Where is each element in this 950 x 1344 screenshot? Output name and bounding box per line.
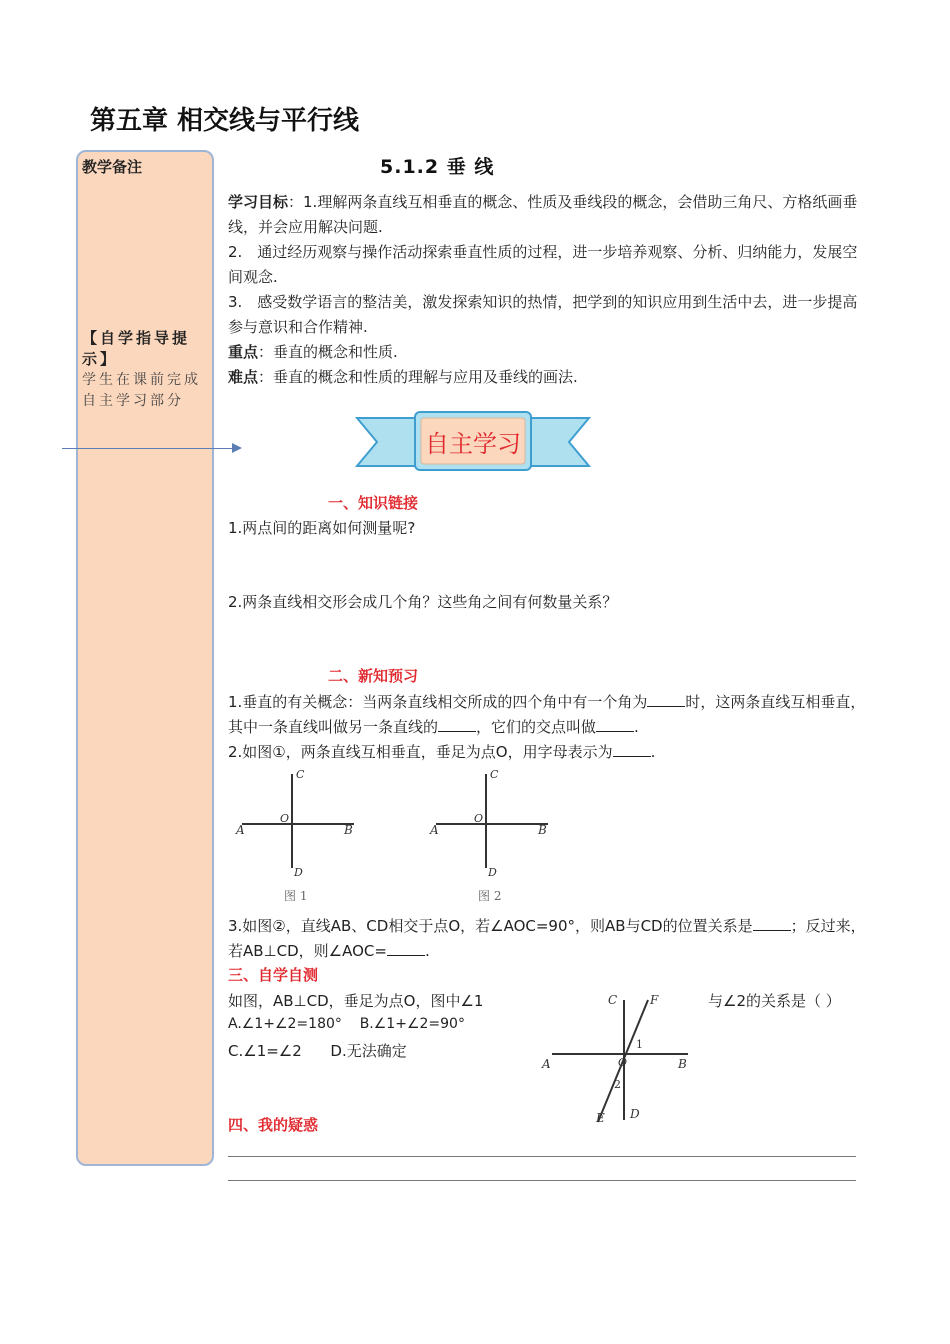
part2-q2 xyxy=(228,740,866,765)
part2-q3-text-a: 3.如图②，直线AB、CD相交于点O，若∠AOC=90°，则AB与CD的位置关系是 xyxy=(228,917,753,935)
label-c: C xyxy=(608,993,618,1007)
objective-2: 2. 通过经历观察与操作活动探索垂直性质的过程，进一步培养观察、分析、归纳能力，发展空间观念. xyxy=(228,243,858,286)
self-study-banner xyxy=(355,408,591,474)
label-b: B xyxy=(344,823,353,837)
part1-title: 一、知识链接 xyxy=(328,494,419,512)
part2-q2-text-b: . xyxy=(650,743,656,761)
figure-3 xyxy=(538,990,698,1130)
part1-q1: 1.两点间的距离如何测量呢? xyxy=(228,519,416,537)
part2-title: 二、新知预习 xyxy=(328,667,419,685)
label-d: D xyxy=(294,866,303,879)
teaching-notes-sidebar xyxy=(76,150,214,1166)
answer-line[interactable] xyxy=(228,1156,856,1157)
label-b: B xyxy=(538,823,547,837)
key-point xyxy=(228,340,866,365)
answer-blank[interactable] xyxy=(438,717,476,732)
part3-question-b: 与∠2的关系是（ ） xyxy=(708,992,841,1010)
objective-1-text: ：1.理解两条直线互相垂直的概念、性质及垂线段的概念，会借助三角尺、方格纸画垂线，并会应用解决问题. xyxy=(228,193,858,236)
key-point-text: ：垂直的概念和性质. xyxy=(258,343,398,361)
figure-1 xyxy=(232,764,362,904)
section-title: 5.1.2 垂 线 xyxy=(380,156,495,178)
label-e: E xyxy=(596,1111,605,1125)
objectives-label: 学习目标 xyxy=(228,193,289,211)
objective-3: 3. 感受数学语言的整洁美，激发探索知识的热情，把学到的知识应用到生活中去，进一步提高参与意识和合作精神. xyxy=(228,293,858,336)
label-f: F xyxy=(650,993,659,1007)
angle-1-label: 1 xyxy=(636,1038,643,1051)
chapter-title: 第五章 相交线与平行线 xyxy=(90,106,360,136)
difficulty xyxy=(228,365,866,390)
answer-blank[interactable] xyxy=(613,742,651,757)
pointer-arrow-line xyxy=(62,448,234,449)
part3-question-a: 如图，AB⊥CD，垂足为点O，图中∠1 xyxy=(228,992,484,1010)
label-c: C xyxy=(296,768,305,781)
sidebar-title: 教学备注 xyxy=(82,158,143,176)
option-c[interactable]: C.∠1=∠2 xyxy=(228,1042,302,1060)
label-c: C xyxy=(490,768,499,781)
option-a[interactable]: A.∠1+∠2=180° xyxy=(228,1016,342,1032)
option-row-2 xyxy=(228,1040,407,1061)
answer-line[interactable] xyxy=(228,1180,856,1181)
figure-2-caption: 图 2 xyxy=(478,889,502,903)
label-d: D xyxy=(630,1107,640,1121)
part2-q1 xyxy=(228,690,866,740)
arrow-right-icon xyxy=(232,443,242,453)
option-b[interactable]: B.∠1+∠2=90° xyxy=(359,1016,465,1032)
label-d: D xyxy=(488,866,497,879)
part3-title: 三、自学自测 xyxy=(228,966,319,984)
banner-text: 自主学习 xyxy=(425,430,521,458)
difficulty-label: 难点 xyxy=(228,368,259,386)
part2-q1-text-d: . xyxy=(634,718,639,736)
label-a: A xyxy=(236,823,245,837)
sidebar-hint-text: 学生在课前完成自主学习部分 xyxy=(82,372,201,409)
part4-title: 四、我的疑惑 xyxy=(228,1116,319,1134)
banner-left-tail xyxy=(357,418,419,466)
objective-1 xyxy=(228,190,866,240)
figure-1-caption: 图 1 xyxy=(284,889,308,903)
label-b: B xyxy=(678,1057,687,1071)
key-point-label: 重点 xyxy=(228,343,259,361)
label-a: A xyxy=(542,1057,551,1071)
part2-q1-text-a: 1.垂直的有关概念：当两条直线相交所成的四个角中有一个角为 xyxy=(228,693,648,711)
option-d[interactable]: D.无法确定 xyxy=(330,1042,407,1060)
label-o: O xyxy=(618,1056,628,1069)
answer-blank[interactable] xyxy=(596,717,634,732)
figure-2 xyxy=(426,764,556,904)
part2-q3 xyxy=(228,914,866,964)
difficulty-text: ：垂直的概念和性质的理解与应用及垂线的画法. xyxy=(258,368,578,386)
label-a: A xyxy=(430,823,439,837)
banner-right-tail xyxy=(527,418,589,466)
part2-q3-text-b: ；反过来，若AB⊥CD，则∠AOC= xyxy=(228,917,866,960)
label-o: O xyxy=(280,812,290,825)
label-o: O xyxy=(474,812,484,825)
answer-blank[interactable] xyxy=(387,941,425,956)
part1-q2: 2.两条直线相交形会成几个角？这些角之间有何数量关系？ xyxy=(228,593,618,611)
option-row-1 xyxy=(228,1016,465,1032)
part2-q1-text-b: 时，这两条直线互相垂直，其中一条直线叫做另一条直线的 xyxy=(228,693,866,736)
angle-2-label: 2 xyxy=(614,1078,621,1091)
part2-q1-text-c: ，它们的交点叫做 xyxy=(476,718,597,736)
part2-q2-text-a: 2.如图①，两条直线互相垂直，垂足为点O，用字母表示为 xyxy=(228,743,613,761)
answer-blank[interactable] xyxy=(647,692,685,707)
sidebar-hint-title: 【自学指导提示】 xyxy=(82,329,191,368)
part2-q3-text-c: . xyxy=(424,942,430,960)
answer-blank[interactable] xyxy=(753,916,791,931)
